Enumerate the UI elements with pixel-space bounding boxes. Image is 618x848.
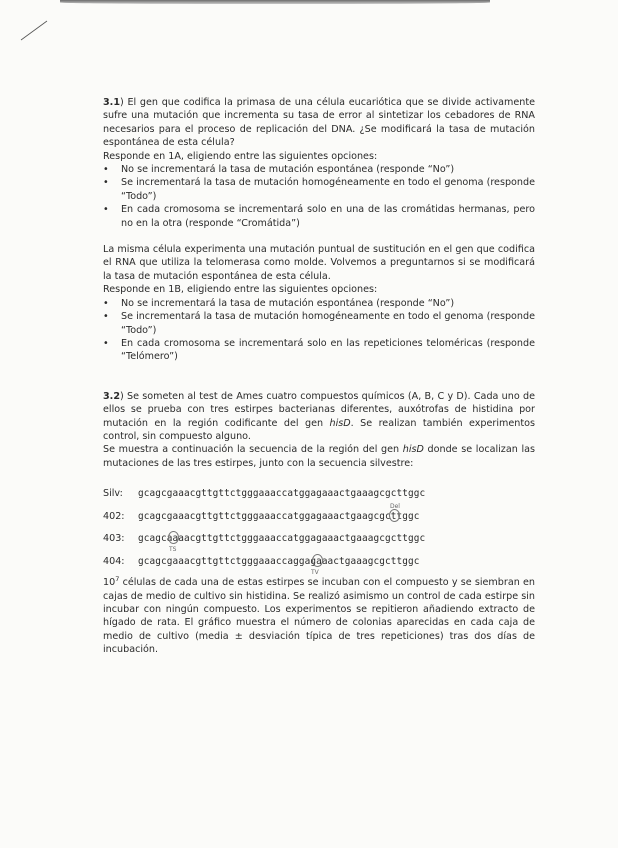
options-list-1a [103, 163, 535, 230]
option-item: • No se incrementará la tasa de mutación espontánea (responde “No”) [103, 297, 455, 309]
sequence-label: 403: [103, 533, 125, 545]
document-body [103, 96, 535, 657]
handwritten-annotation: TS [169, 546, 177, 554]
sequence-block [103, 478, 535, 576]
sequence-row [103, 546, 535, 576]
response-instruction-1b: Responde en 1B, eligiendo entre las siguientes opciones: [103, 284, 378, 296]
option-item: • En cada cromosoma se incrementará solo en una de las cromátidas hermanas, pero no en la otra (responde “Cromátida”) [103, 204, 535, 229]
handwritten-circle [389, 509, 400, 522]
bullet-icon: • [103, 164, 109, 176]
bullet-icon: • [103, 311, 109, 323]
question-3-1-intro: 3.1) El gen que codifica la primasa de una célula eucariótica que se divide activamente sufre una mutación que incrementa su tasa de error al sintetizar los cebadores de RNA necesarios para el proceso de replicación del DNA. ¿Se modificará la tasa de mutación espontánea de esta célula? [103, 97, 535, 149]
sequence-row [103, 523, 535, 554]
sequence-value: gcagcgaaacgttgttctgggaaaccaggagaaactgaaagcgcttggc [138, 555, 420, 567]
sequence-row [103, 501, 535, 524]
bullet-icon: • [103, 337, 109, 349]
question-3-2-number: 3.2 [103, 390, 120, 402]
gene-name: hisD [329, 417, 351, 429]
option-item: • No se incrementará la tasa de mutación espontánea (responde “No”) [103, 164, 455, 176]
response-instruction-1a: Responde en 1A, eligiendo entre las siguientes opciones: [103, 150, 378, 162]
bullet-icon: • [103, 177, 109, 189]
sequence-value: gcagcgaaacgttgttctgggaaaccatggagaaactgaagcgcttggc [138, 510, 420, 522]
experiment-description: $10^7$ células de cada una de estas estirpes se incuban con el compuesto y se siembran en cajas de medio de cultivo sin histidina. Se realizó asimismo un control de cada estirpe sin incubar con ningún compuesto. Los experimentos se repitieron añadiendo extracto de hígado de rata. El gráfico muestra el número de colonias aparecidas en cada caja de medio de cultivo (media ± desviación típica de tres repeticiones) tras dos días de incubación. [103, 574, 535, 656]
sequence-value: gcagcaaaacgttgttctgggaaaccatggagaaactgaaagcgcttggc [138, 533, 426, 545]
option-item: • Se incrementará la tasa de mutación homogéneamente en todo el genoma (responde “Todo”) [103, 311, 535, 336]
option-item: • En cada cromosoma se incrementará solo en las repeticiones teloméricas (responde “Telómero”) [103, 337, 535, 363]
sequence-intro: Se muestra a continuación la secuencia de la región del gen hisD donde se localizan las mutaciones de las tres estirpes, junto con la secuencia silvestre: [103, 444, 535, 469]
sequence-label: 404: [103, 555, 125, 567]
handwritten-annotation: Del [390, 502, 400, 510]
options-list-1b [103, 297, 535, 364]
question-3-1-part-b: La misma célula experimenta una mutación puntual de sustitución en el gen que codifica el RNA que utiliza la telomerasa como molde. Volvemos a preguntarnos si se modificará la tasa de mutación espontánea de esta célula. [103, 244, 535, 282]
sequence-label: 402: [103, 510, 125, 522]
handwritten-annotation: TV [311, 568, 319, 576]
option-item: • Se incrementará la tasa de mutación homogéneamente en todo el genoma (responde “Todo”) [103, 177, 535, 202]
sequence-value: gcagcgaaacgttgttctgggaaaccatggagaaactgaaagcgcttggc [138, 488, 426, 500]
question-3-1-number: 3.1 [103, 97, 120, 108]
bullet-icon: • [103, 204, 109, 216]
sequence-row [103, 478, 535, 501]
scanner-edge-strip [60, 0, 490, 4]
question-3-2-intro: 3.2) Se someten al test de Ames cuatro compuestos químicos (A, B, C y D). Cada uno de ellos se prueba con tres estirpes bacterianas diferentes, auxótrofas de histidina por mutación en la región codificante del gen hisD. Se realizan también experimentos control, sin compuesto alguno. [103, 390, 535, 442]
sequence-label: Silv: [103, 488, 123, 500]
pen-mark [18, 18, 50, 44]
gene-name: hisD [402, 444, 424, 456]
bullet-icon: • [103, 297, 109, 309]
